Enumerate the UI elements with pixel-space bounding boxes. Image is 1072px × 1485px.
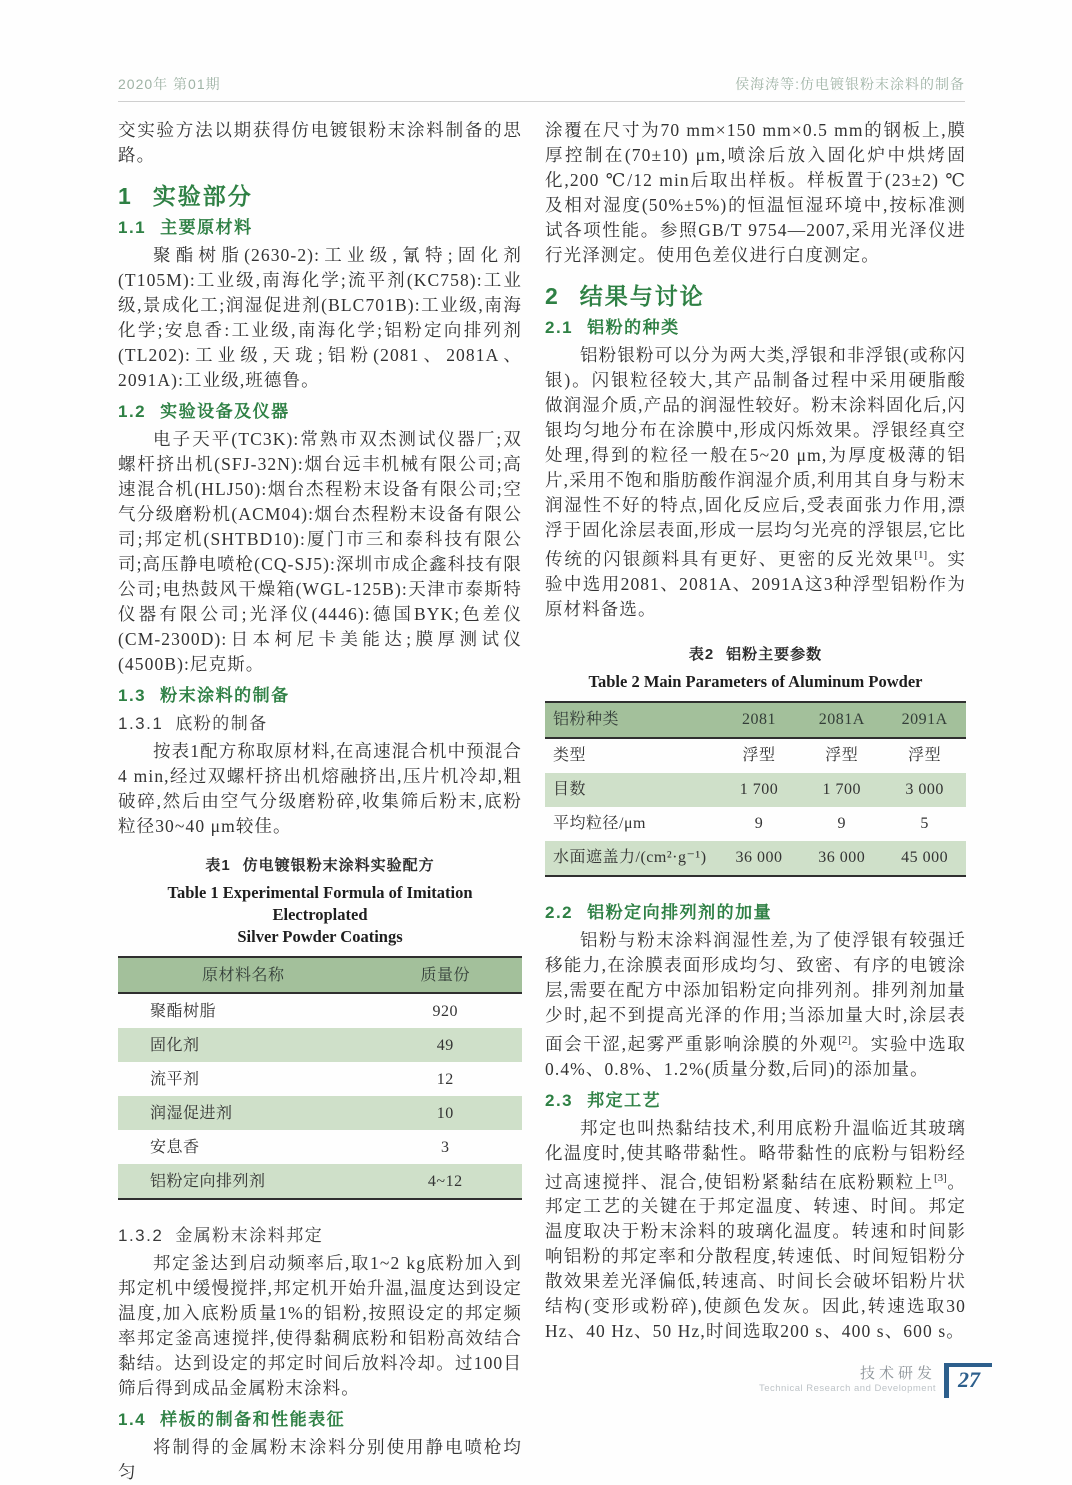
- table-row: 目数 1 700 1 700 3 000: [545, 773, 966, 807]
- paragraph-orienting-agent: 铝粉与粉末涂料润湿性差,为了使浮银有较强迁移能力,在涂膜表面形成均匀、致密、有序的电镀涂层,需要在配方中添加铝粉定向排列剂。排列剂加量少时,起不到提高光泽的作用;当添加量大时,涂层表面会干涩,起雾严重影响涂膜的外观[2]。实验中选取0.4%、0.8%、1.2%(质量分数,后同)的添加量。: [545, 929, 966, 1079]
- paragraph-bonding: 邦定釜达到启动频率后,取1~2 kg底粉加入到邦定机中缓慢搅拌,邦定机开始升温,温度达到设定温度,加入底粉质量1%的铝粉,按照设定的邦定频率邦定釜高速搅拌,使得黏稠底粉和铝粉高效结合黏结。达到设定的邦定时间后放料冷却。过100目筛后得到成品金属粉末涂料。: [118, 1253, 522, 1398]
- section-heading-1-3: 1.3 粉末涂料的制备: [118, 686, 290, 705]
- paragraph-equipment: 电子天平(TC3K):常熟市双杰测试仪器厂;双螺杆挤出机(SFJ-32N):烟台远丰机械有限公司;高速混合机(HLJ50):烟台杰程粉末设备有限公司;空气分级磨粉机(ACM04):烟台杰程粉末设备有限公司;邦定机(SHTBD10):厦门市三和泰科技有限公司;高压静电喷枪(CQ-SJ5):深圳市成企鑫科技有限公司;电热鼓风干燥箱(WGL-125B):天津市泰斯特仪器有限公司;光泽仪(4446):德国BYK;色差仪(CM-2300D):日本柯尼卡美能达;膜厚测试仪(4500B):尼克斯。: [118, 429, 523, 674]
- journal-issue: 2020年 第01期: [118, 76, 221, 92]
- table2-col-2081: 2081: [718, 702, 801, 738]
- table-row: 聚酯树脂 920: [150, 1002, 458, 1020]
- paragraph-bonding-process: 邦定也叫热黏结技术,利用底粉升温临近其玻璃化温度时,使其略带黏性。略带黏性的底粉与铝粉经过高速搅拌、混合,使铝粉紧黏结在底粉颗粒上[3]。邦定工艺的关键在于邦定温度、转速、时间。邦定温度取决于粉末涂料的玻璃化温度。转速和时间影响铝粉的邦定率和分散程度,转速低、时间短铝粉分散效果差光泽偏低,转速高、时间长会破坏铝粉片状结构(变形或粉碎),使颜色发灰。因此,转速选取30 Hz、40 Hz、50 Hz,时间选取200 s、400 s、600 s。: [545, 1117, 966, 1342]
- table-row: 安息香 3: [150, 1138, 450, 1156]
- section-heading-1-2: 1.2 实验设备及仪器: [118, 402, 290, 421]
- table1-col-mass: 质量份: [368, 957, 522, 993]
- table-row: 平均粒径/μm 9 9 5: [553, 815, 929, 833]
- section-heading-2-1: 2.1 铝粉的种类: [545, 318, 680, 337]
- reference-mark-2: [2]: [838, 1033, 852, 1046]
- footer-section-label: [759, 1366, 936, 1395]
- paragraph-materials: 聚酯树脂(2630-2):工业级,氰特;固化剂(T105M):工业级,南海化学;流平剂(KC758):工业级,景成化工;润湿促进剂(BLC701B):工业级,南海化学;安息香:工业级,南海化学;铝粉定向排列剂(TL202):工业级,天珑;铝粉(2081、2081A、2091A):工业级,班德鲁。: [118, 245, 522, 390]
- section-heading-2-2: 2.2 铝粉定向排列剂的加量: [545, 902, 773, 922]
- section-heading-1-3-2: 1.3.2 金属粉末涂料邦定: [118, 1226, 324, 1245]
- footer-label-zh: 技术研发: [859, 1365, 936, 1382]
- table-row: 润湿促进剂 10: [118, 1096, 522, 1130]
- table-row: 水面遮盖力/(cm²·g⁻¹) 36 000 36 000 45 000: [545, 841, 966, 876]
- page-number: 27: [958, 1367, 980, 1392]
- table2-col-2081a: 2081A: [800, 702, 883, 738]
- table2-caption-zh: 表2 铝粉主要参数: [688, 645, 823, 663]
- section-heading-1-1: 1.1 主要原材料: [118, 218, 253, 237]
- paragraph-aluminum-types: 铝粉银粉可以分为两大类,浮银和非浮银(或称闪银)。闪银粒径较大,其产品制备过程中采用硬脂酸做润湿介质,产品的润湿性较好。粉末涂料固化后,闪银均匀地分布在涂膜中,形成闪烁效果。浮银经真空处理,得到的粒径一般在5~20 μm,为厚度极薄的铝片,采用不饱和脂肪酸作润湿介质,利用其自身与粉末润湿性不好的特点,固化反应后,受表面张力作用,漂浮于固化涂层表面,形成一层均匀光亮的浮银层,它比传统的闪银颜料具有更好、更密的反光效果[1]。实验中选用2081、2081A、2091A这3种浮型铝粉作为原材料备选。: [545, 345, 966, 619]
- table1-col-material: 原材料名称: [118, 957, 368, 993]
- footer-label-en: Technical Research and Development: [758, 1383, 936, 1394]
- section-heading-2: 2 结果与讨论: [545, 283, 705, 309]
- running-head: [118, 74, 965, 102]
- running-title: 侯海涛等:仿电镀银粉末涂料的制备: [735, 76, 965, 92]
- table2-col-2091a: 2091A: [883, 702, 966, 738]
- reference-mark-3: [3]: [934, 1171, 947, 1184]
- table2-col-kind: 铝粉种类: [545, 702, 718, 738]
- table1-caption-zh: 表1 仿电镀银粉末涂料实验配方: [205, 857, 435, 874]
- paragraph-samples: 将制得的金属粉末涂料分别使用静电喷枪均匀: [118, 1437, 522, 1482]
- table1-formula: [118, 956, 522, 1200]
- paragraph-base-powder: 按表1配方称取原材料,在高速混合机中预混合4 min,经过双螺杆挤出机熔融挤出,压片机冷却,粗破碎,然后由空气分级磨粉碎,收集筛后粉末,底粉粒径30~40 μm较佳。: [118, 741, 522, 836]
- section-heading-1-4: 1.4 样板的制备和性能表征: [118, 1410, 346, 1429]
- table1-caption-en: Table 1 Experimental Formula of Imitation Electroplated Silver Powder Coatings: [167, 883, 473, 946]
- section-heading-2-3: 2.3 邦定工艺: [545, 1090, 662, 1110]
- section-heading-1-3-1: 1.3.1 底粉的制备: [118, 714, 268, 733]
- paragraph-coating-continuation: 涂覆在尺寸为70 mm×150 mm×0.5 mm的钢板上,膜厚控制在(70±10) μm,喷涂后放入固化炉中烘烤固化,200 ℃/12 min后取出样板。样板置于(23±2) ℃及相对湿度(50%±5%)的恒温恒湿环境中,按标准测试各项性能。参照GB/T 9754—2007,采用光泽仪进行光泽测定。使用色差仪进行白度测定。: [545, 120, 966, 265]
- table-row: 铝粉定向排列剂 4~12: [118, 1164, 522, 1199]
- section-heading-1: 1 实验部分: [118, 183, 253, 209]
- right-column: [545, 118, 966, 1344]
- page-footer: [759, 1363, 992, 1398]
- paragraph-continuation: 交实验方法以期获得仿电镀银粉末涂料制备的思路。: [118, 120, 522, 165]
- table-row: 流平剂 12: [150, 1070, 454, 1088]
- table-row: 固化剂 49: [118, 1028, 522, 1062]
- page-number-badge: [944, 1363, 992, 1398]
- left-column: [118, 118, 522, 1485]
- table2-parameters: [545, 701, 966, 877]
- table2-header-row: [545, 702, 966, 738]
- table1-header-row: [118, 957, 522, 993]
- table2-caption-en: Table 2 Main Parameters of Aluminum Powder: [588, 671, 923, 691]
- table-row: 类型 浮型 浮型 浮型: [553, 747, 942, 765]
- reference-mark-1: [1]: [914, 549, 928, 561]
